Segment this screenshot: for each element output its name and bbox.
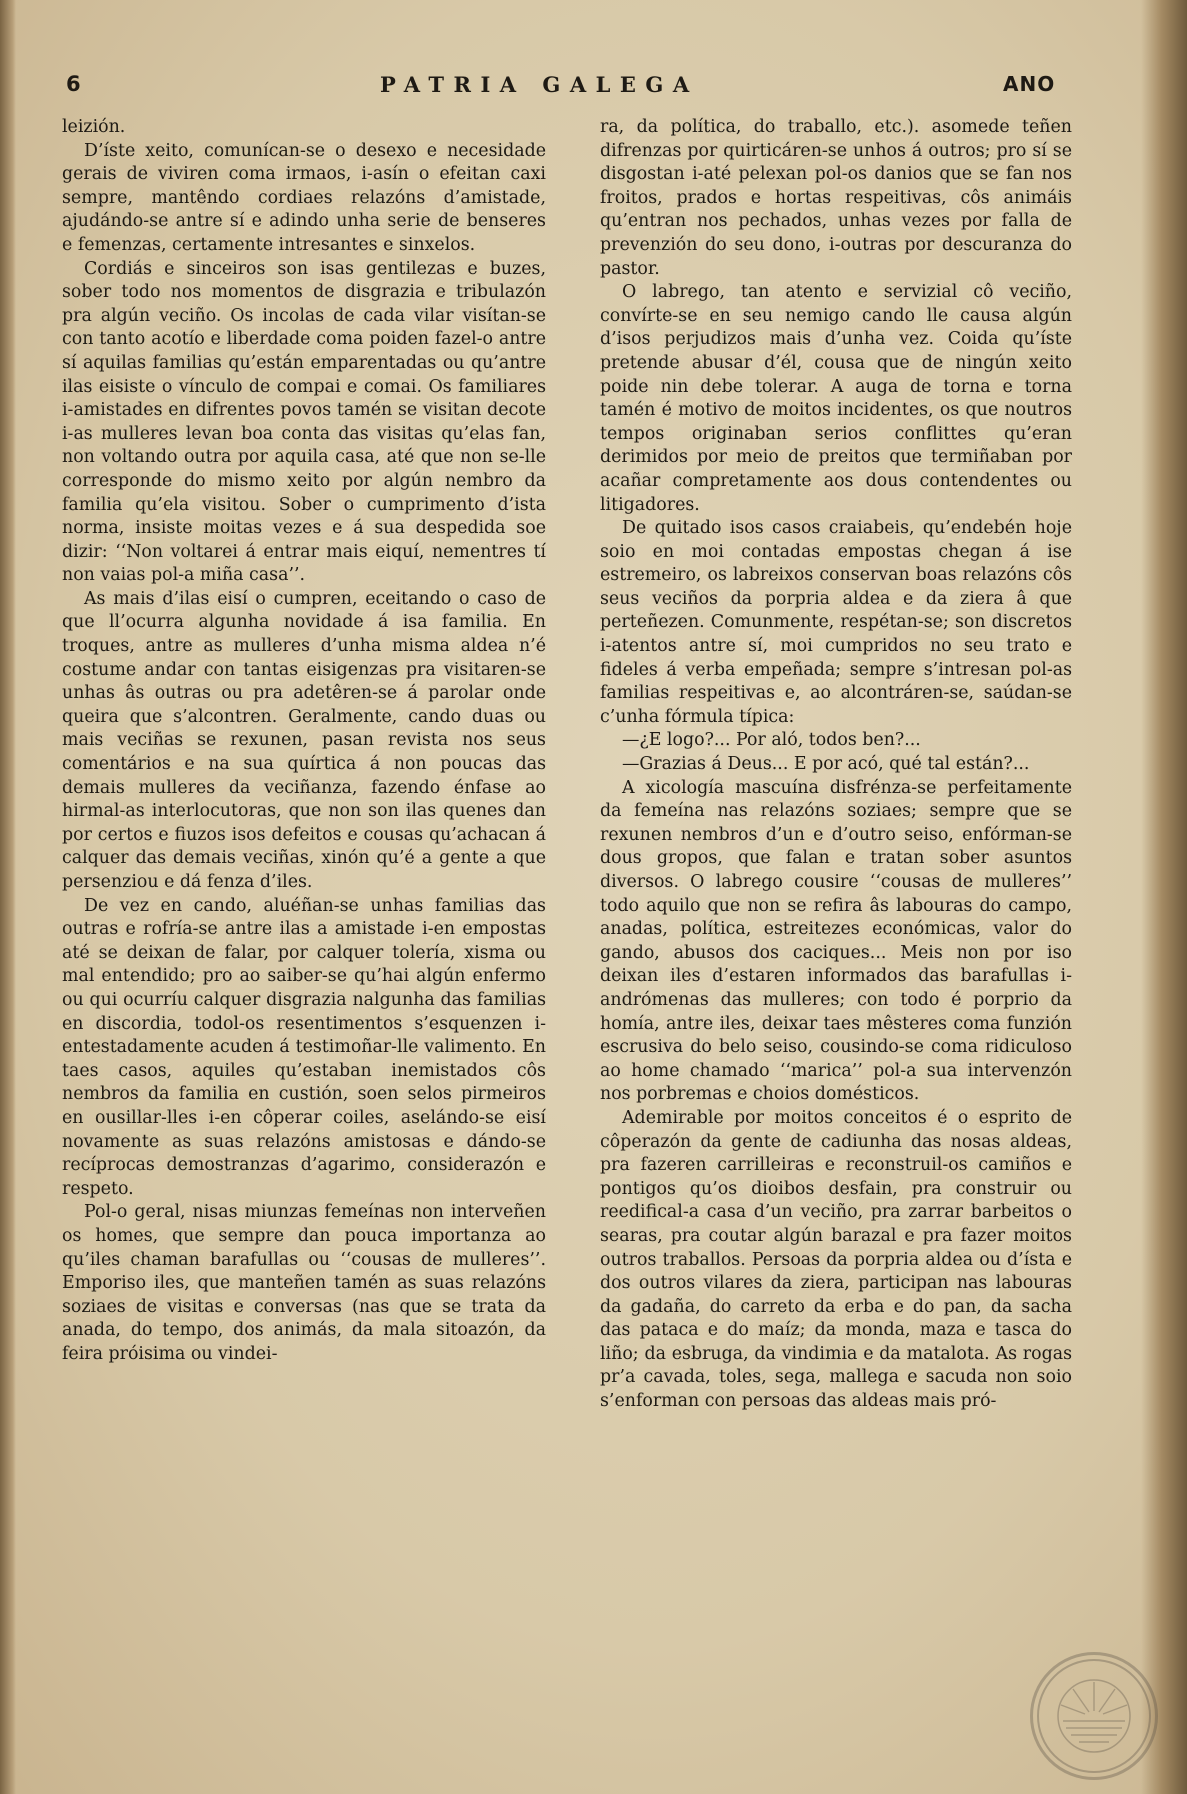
paragraph: Pol-o geral, nisas miunzas femeínas non interveñen os homes, que sempre dan pouca importanza ao qu’iles chaman barafullas ou ‘‘cousas de mulleres’’. Emporiso iles, que manteñen tamén as suas relazóns soziaes de visitas e conversas (nas que se trata da anada, do tempo, dos animás, da mala sitoazón, da feira próisima ou vindei- [62,1202,546,1364]
paragraph: A xicología mascuína disfrénza-se perfeitamente da femeína nas relazóns soziaes; sempre que se rexunen nembros d’un e d’outro seiso, enfórman-se dous gropos, que falan e tratan sober asuntos diversos. O labrego cousire ‘‘cousas de mulleres’’ todo aquilo que non se refira âs labouras do campo, anadas, política, estreitezes económicas, valor do gando, abusos dos caciques... Meis non por iso deixan iles d’estaren informados das barafullas i-andrómenas das mulleres; con todo é porprio da homía, antre iles, deixar taes mêsteres coma funzión escrusiva do belo seiso, cousindo-se coma ridiculoso ao home chamado ‘‘marica’’ pol-a sua intervenzón nos porbremas e choios domésticos. [600,777,1072,1105]
paragraph: leizión. [62,117,126,137]
paragraph: As mais d’ilas eisí o cumpren, eceitando o caso de que ll’ocurra algunha novidade á isa familia. En troques, antre as mulleres d’unha misma aldea n’é costume andar con tantas eisigenzas pra visitaren-se unhas âs outras ou pra adetêren-se á parolar onde queira que s’alcontren. Geralmente, cando duas ou mais veciñas se rexunen, pasan revista nos seus comentários e na sua quírtica á non poucas das demais mulleres da veciñanza, fazendo énfase ao hirmal-as interlocutoras, que non son ilas quenes dan por certos e fiuzos isos defeitos e cousas qu’achacan á calquer das demais veciñas, xinón qu’é a gente a que persenziou e dá fenza d’iles. [62,588,546,892]
left-column [62,116,546,1366]
paragraph: De quitado isos casos craiabeis, qu’endebén hoje soio en moi contadas empostas chegan á ise estremeiro, os labreixos conservan boas relazóns côs seus veciños da porpria aldea e da ziera â que perteñezen. Comunmente, respétan-se; son discretos i-atentos antre sí, moi cumpridos no seu trato e fideles á verba empeñada; sempre s’intresan pol-as familias respeitivas e, ao alcontráren-se, saúdan-se c’unha fórmula típica: [600,518,1072,727]
left-page-edge [0,0,16,1794]
paragraph: Ademirable por moitos conceitos é o esprito de côperazón da gente de cadiunha das nosas aldeas, pra fazeren carrilleiras e reconstruil-os camiños e pontigos qu’os dioibos desfain, pra construir ou reedifical-a casa d’un veciño, pra zarrar barbeitos o searas, pra coutar algún barazal e pra fazer moitos outros traballos. Persoas da porpria aldea ou d’ísta e dos outros vilares da ziera, participan nas labouras da gadaña, do carreto da erba e do pan, da sacha das pataca e do maíz; da monda, maza e tasca do liño; da esbruga, da vindimia e da matalota. As rogas pr’a cavada, toles, sega, mallega e sacuda non soio s’enforman con persoas das aldeas mais pró- [600,1107,1072,1412]
paragraph: D’íste xeito, comunícan-se o desexo e necesidade gerais de viviren coma irmaos, i-asín o efeitan caxi sempre, mantêndo cordiaes relazóns d’amistade, ajudándo-se antre sí e adindo unha serie de benseres e femenzas, certamente intresantes e sinxelos. [62,140,546,255]
right-column [600,116,1072,1414]
right-page-edge [1141,0,1187,1794]
paragraph: ra, da política, do traballo, etc.). asomede teñen difrenzas por quirticáren-se unhos á outros; pro sí se disgostan i-até pelexan pol-os danios que se fan nos froitos, prados e hortas respeitivas, côs animáis qu’entran nos pechados, unhas vezes por falla de prevenzión do seu dono, i-outras por descuranza do pastor. [600,117,1072,279]
paragraph: Cordiás e sinceiros son isas gentilezas e buzes, sober todo nos momentos de disgrazia e tribulazón pra algún veciño. Os incolas de cada vilar visítan-se con tanto acotío e liberdade coma poiden fazel-o antre sí aquilas familias qu’están emparentadas ou qu’antre ilas eisiste o vínculo de compai e comai. Os familiares i-amistades en difrentes povos tamén se visitan decote i-as mulleres levan boa conta das visitas qu’elas fan, non voltando outra por aquila casa, até que non se-lle corresponde do mismo xeito por algún nembro da familia qu’ela visitou. Sober o cumprimento d’ista norma, insiste moitas vezes e á sua despedida soe dizir: ‘‘Non voltarei á entrar mais eiquí, nementres tí non vaias pol-a miña casa’’. [62,258,546,586]
seal-emblem-icon [1033,1655,1155,1777]
dialogue-line: —Grazias á Deus... E por acó, qué tal están?... [622,754,1030,775]
publication-title: PATRIA GALEGA [380,72,699,97]
header-right-label: ANO [1003,72,1056,96]
academy-seal-stamp [1030,1652,1158,1780]
paragraph: De vez en cando, aluéñan-se unhas familias das outras e rofría-se antre ilas a amistade i-en empostas até se deixan de falar, por calquer tolería, xisma ou mal entendido; pro ao saiber-se qu’hai algún enfermo ou qui ocurríu calquer disgrazia nalgunha das familias en discordia, todol-os resentimentos s’esquenzen i-entestadamente acuden á testimoñar-lle valimento. En taes casos, aquiles qu’estaban inemistados côs nembros da familia en custión, soen selos pirmeiros en ousillar-lles i-en côperar coiles, aselándo-se eisí novamente as suas relazóns amistosas e dándo-se recíprocas demostranzas d’agarimo, considerazón e respeto. [62,895,546,1199]
paragraph: O labrego, tan atento e servizial cô veciño, convírte-se en seu nemigo cando lle causa algún d’isos perjudizos mais d’unha vez. Coida qu’íste pretende abusar d’él, cousa que de ningún xeito poide nin debe tolerar. A auga de torna e torna tamén é motivo de moitos incidentes, os que noutros tempos originaban serios conflittes qu’eran derimidos por meio de preitos que termiñaban por acañar compretamente aos dous contendentes ou litigadores. [600,282,1072,515]
page-number: 6 [66,72,81,96]
dialogue-line: —¿E logo?... Por aló, todos ben?... [622,730,921,751]
page-header [0,72,1187,102]
